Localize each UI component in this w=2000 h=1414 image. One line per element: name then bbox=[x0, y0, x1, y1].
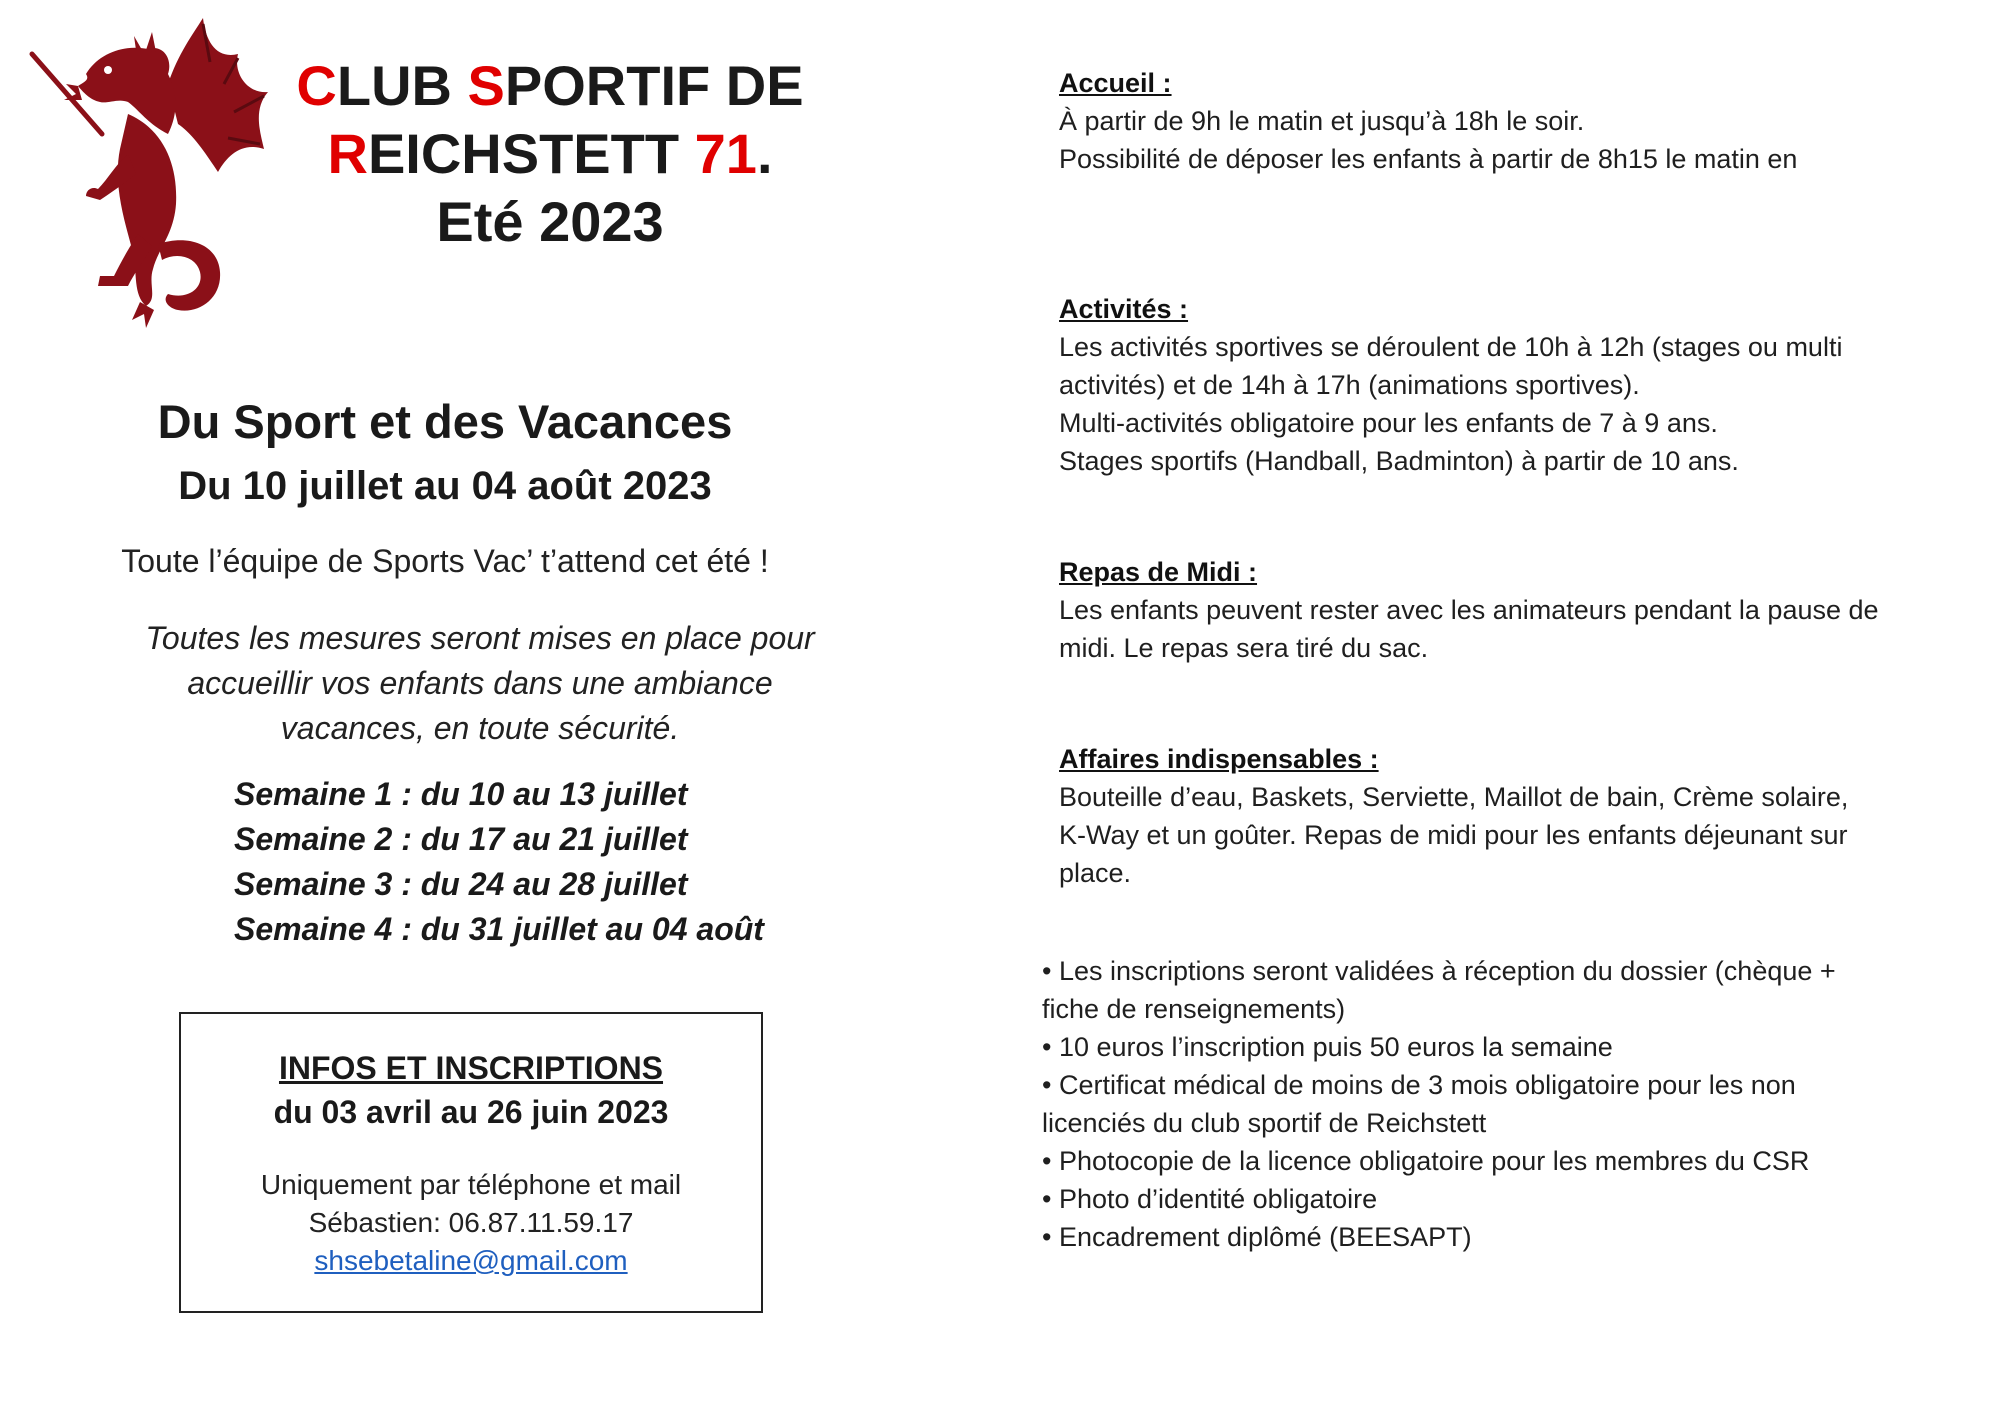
week-item: Semaine 1 : du 10 au 13 juillet bbox=[234, 776, 688, 812]
section-accueil: Accueil : À partir de 9h le matin et jusqu’à 18h le soir. Possibilité de déposer les enfants à partir de 8h15 le matin en bbox=[1059, 64, 1919, 174]
registration-info-box bbox=[179, 1012, 763, 1313]
week-item: Semaine 3 : du 24 au 28 juillet bbox=[234, 866, 688, 902]
week-item: Semaine 4 : du 31 juillet au 04 août bbox=[234, 911, 764, 947]
section-heading: Repas de Midi : bbox=[1059, 557, 1258, 587]
list-item: • Photocopie de la licence obligatoire pour les membres du CSR bbox=[1042, 1146, 1810, 1176]
conditions-list: • Les inscriptions seront validées à réception du dossier (chèque + fiche de renseignements) • 10 euros l’inscription puis 50 euros la semaine • Certificat médical de moins de 3 mois obligatoire pour les non licenciés du club sportif de Reichstett • Photocopie de la licence obligatoire pour les membres du CSR • Photo d’identité obligatoire • Encadrement diplômé (BEESAPT) bbox=[1042, 952, 1922, 1256]
list-item: • Photo d’identité obligatoire bbox=[1042, 1184, 1378, 1214]
contact-email-link[interactable]: shsebetaline@gmail.com bbox=[314, 1245, 628, 1276]
weeks-list bbox=[234, 772, 854, 952]
headline: Du Sport et des Vacances bbox=[157, 395, 733, 448]
title-line-1: CLUB SPORTIF DE bbox=[296, 54, 804, 117]
section-affaires: Affaires indispensables : Bouteille d’eau, Baskets, Serviette, Maillot de bain, Crème solaire, K-Way et un goûter. Repas de midi pour les enfants déjeunant sur place. bbox=[1059, 740, 1919, 892]
section-repas: Repas de Midi : Les enfants peuvent rester avec les animateurs pendant la pause de midi. Le repas sera tiré du sac. bbox=[1059, 553, 1919, 667]
section-heading: Accueil : bbox=[1059, 68, 1172, 98]
week-item: Semaine 2 : du 17 au 21 juillet bbox=[234, 821, 688, 857]
section-activites: Activités : Les activités sportives se déroulent de 10h à 12h (stages ou multi activités) et de 14h à 17h (animations sportives). Multi-activités obligatoire pour les enfants de 7 à 9 ans. Stages sportifs (Handball, Badminton) à partir de 10 ans. bbox=[1059, 290, 1919, 480]
date-range: Du 10 juillet au 04 août 2023 bbox=[178, 464, 712, 508]
registration-title: INFOS ET INSCRIPTIONS bbox=[278, 1050, 664, 1086]
registration-dates: du 03 avril au 26 juin 2023 bbox=[273, 1094, 669, 1130]
red-dragon-logo-icon bbox=[28, 14, 268, 334]
safety-measures-text: Toutes les mesures seront mises en place pour accueillir vos enfants dans une ambiance vacances, en toute sécurité. bbox=[145, 620, 815, 746]
title-line-3: Eté 2023 bbox=[436, 190, 664, 253]
contact-phone: Sébastien: 06.87.11.59.17 bbox=[308, 1207, 634, 1238]
contact-info bbox=[181, 1166, 761, 1280]
list-item: • Encadrement diplômé (BEESAPT) bbox=[1042, 1222, 1472, 1252]
list-item: • Certificat médical de moins de 3 mois obligatoire pour les non bbox=[1042, 1070, 1796, 1100]
team-message: Toute l’équipe de Sports Vac’ t’attend cet été ! bbox=[121, 543, 769, 579]
title-line-2: REICHSTETT 71. bbox=[327, 122, 773, 185]
list-item: • 10 euros l’inscription puis 50 euros la semaine bbox=[1042, 1032, 1613, 1062]
contact-mode: Uniquement par téléphone et mail bbox=[260, 1169, 682, 1200]
club-title bbox=[270, 52, 830, 256]
section-heading: Affaires indispensables : bbox=[1059, 744, 1379, 774]
list-item: • Les inscriptions seront validées à réception du dossier (chèque + bbox=[1042, 956, 1836, 986]
section-heading: Activités : bbox=[1059, 294, 1189, 324]
